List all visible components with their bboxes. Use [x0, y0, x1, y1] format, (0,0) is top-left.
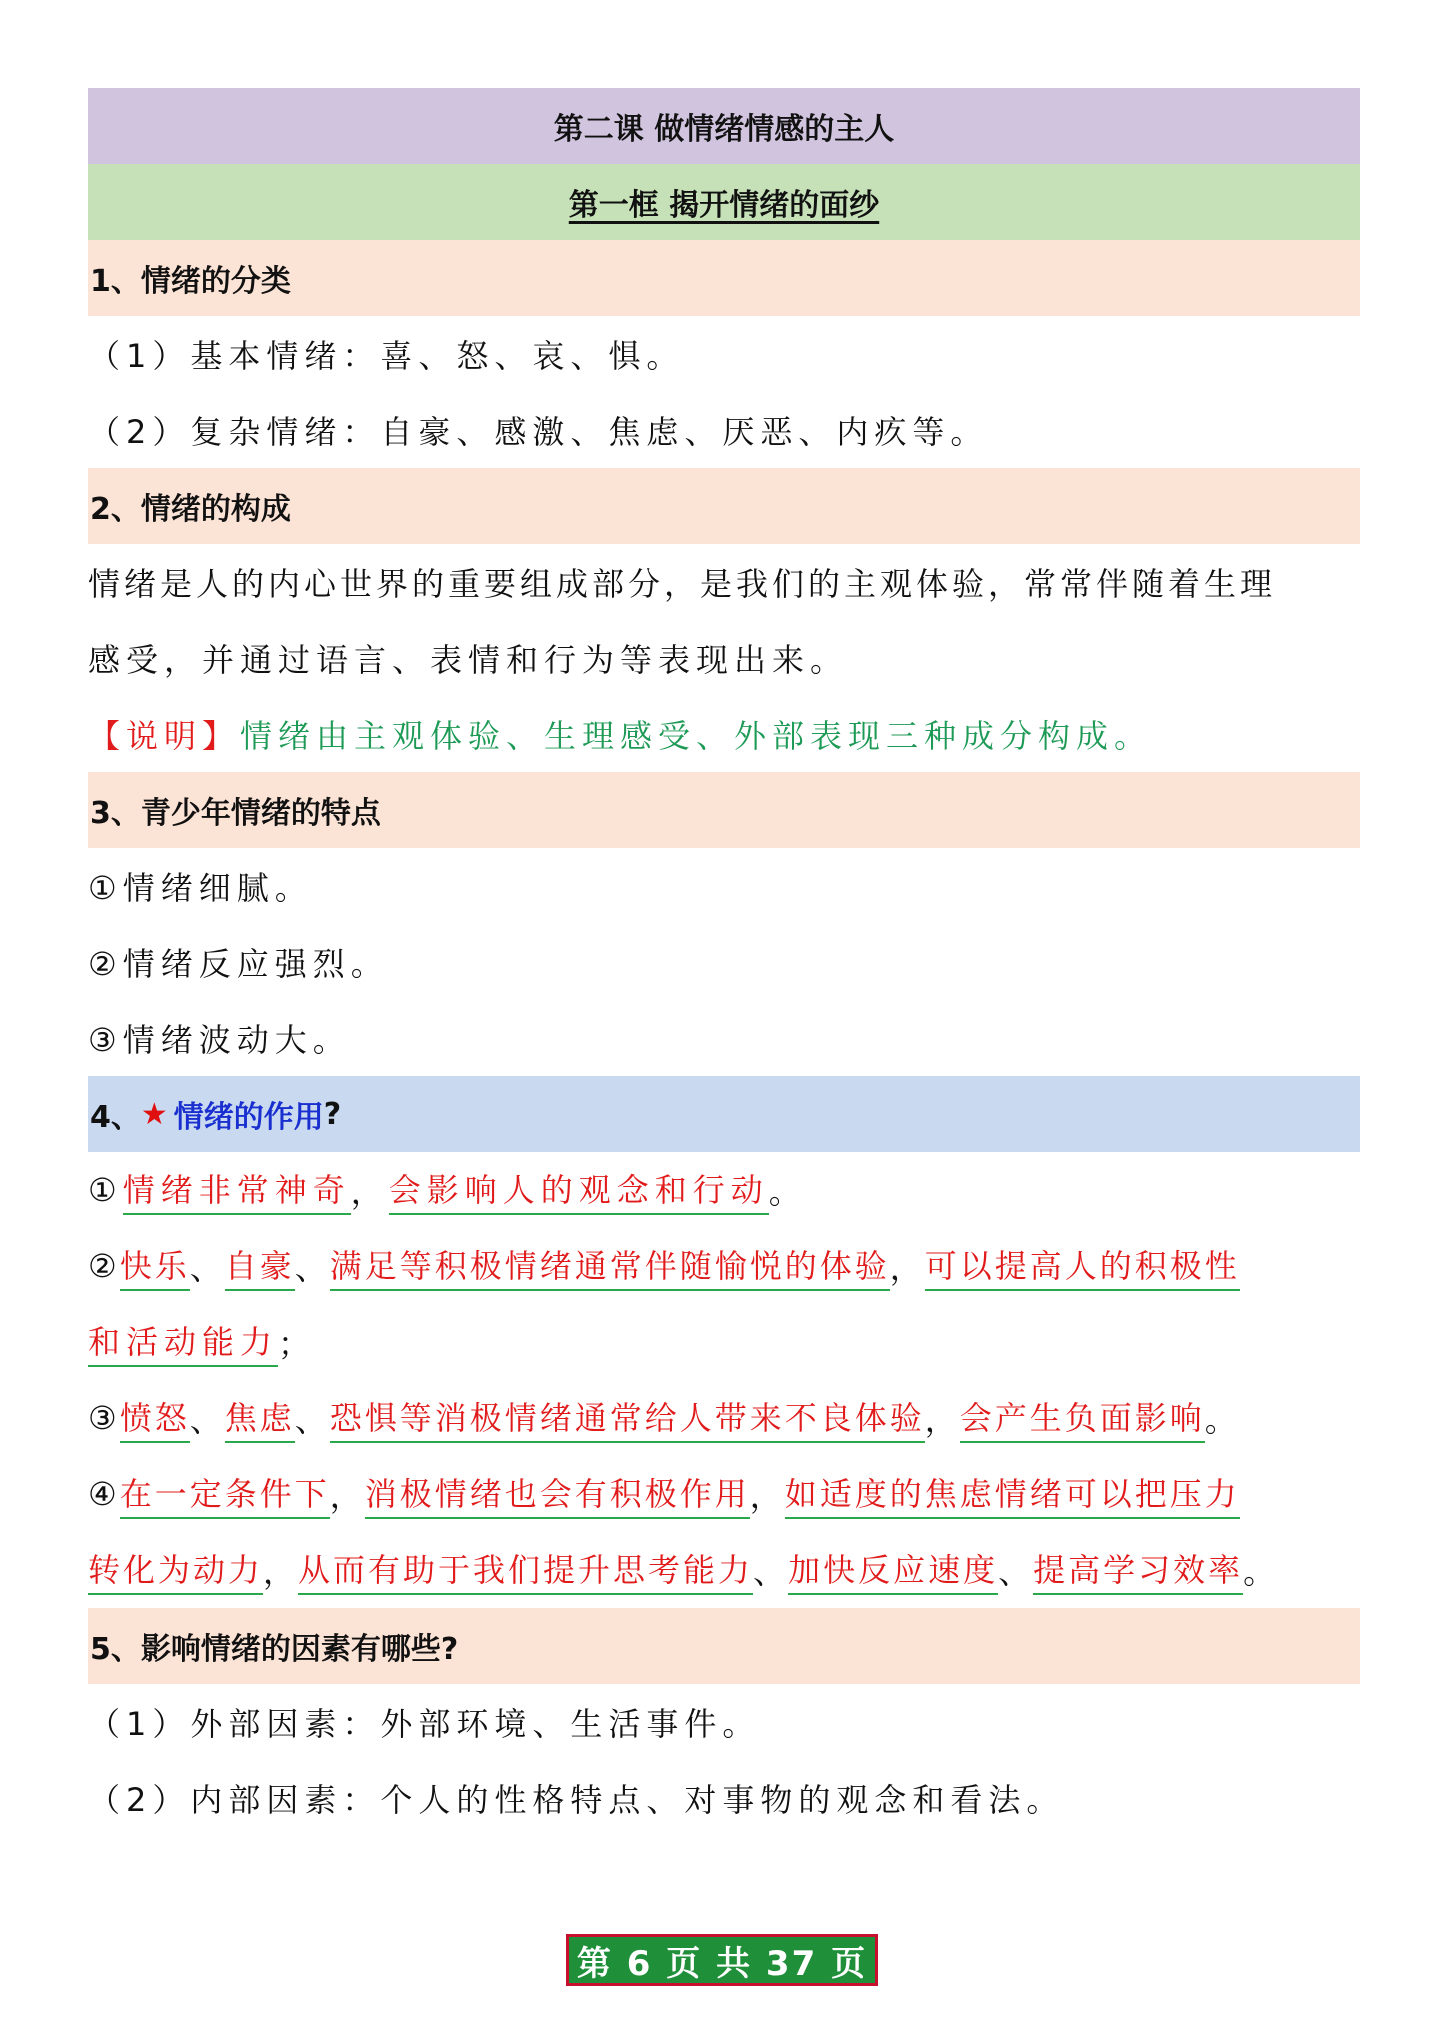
note-line [88, 696, 1360, 772]
list-item: （1）外部因素：外部环境、生活事件。 [88, 1705, 761, 1743]
heading-3: 3、青少年情绪的特点 [88, 772, 1360, 848]
heading-4: 4、 ★ 情绪的作用 ? [88, 1076, 1360, 1152]
document-page [88, 88, 1360, 1836]
section-subtitle: 第一框 揭开情绪的面纱 [88, 164, 1360, 240]
list-item: ④ 在一定条件下 ， 消极情绪也会有积极作用 ， 如适度的焦虑情绪可以把压力 [88, 1456, 1360, 1532]
list-item: ③ 愤怒 、 焦虑 、 恐惧等消极情绪通常给人带来不良体验 ， 会产生负面影响 。 [88, 1380, 1360, 1456]
list-item: ③情绪波动大。 [88, 1021, 351, 1059]
note-label: 【说明】 [88, 717, 241, 755]
list-item: （2）复杂情绪：自豪、感激、焦虑、厌恶、内疚等。 [88, 413, 989, 451]
paragraph-line: 感受，并通过语言、表情和行为等表现出来。 [88, 641, 849, 679]
note-text: 情绪由主观体验、生理感受、外部表现三种成分构成。 [240, 717, 1153, 755]
list-item: ① 情绪非常神奇 ， 会影响人的观念和行动 。 [88, 1152, 1360, 1228]
list-item-continued: 和活动能力 ； [88, 1304, 1360, 1380]
heading-1: 1、情绪的分类 [88, 240, 1360, 316]
heading-2: 2、情绪的构成 [88, 468, 1360, 544]
list-item: ②情绪反应强烈。 [88, 945, 389, 983]
paragraph-line: 情绪是人的内心世界的重要组成部分，是我们的主观体验，常常伴随着生理 [88, 565, 1277, 603]
list-item: ② 快乐 、 自豪 、 满足等积极情绪通常伴随愉悦的体验 ， 可以提高人的积极性 [88, 1228, 1360, 1304]
heading-5: 5、影响情绪的因素有哪些? [88, 1608, 1360, 1684]
list-item-continued: 转化为动力 ， 从而有助于我们提升思考能力 、 加快反应速度 、 提高学习效率 。 [88, 1532, 1360, 1608]
star-icon: ★ [140, 1096, 168, 1132]
list-item: （1）基本情绪：喜、怒、哀、惧。 [88, 337, 685, 375]
list-item: ①情绪细腻。 [88, 869, 313, 907]
list-item: （2）内部因素：个人的性格特点、对事物的观念和看法。 [88, 1781, 1065, 1819]
page-number: 第 6 页 共 37 页 [566, 1934, 878, 1986]
lesson-title: 第二课 做情绪情感的主人 [88, 88, 1360, 164]
